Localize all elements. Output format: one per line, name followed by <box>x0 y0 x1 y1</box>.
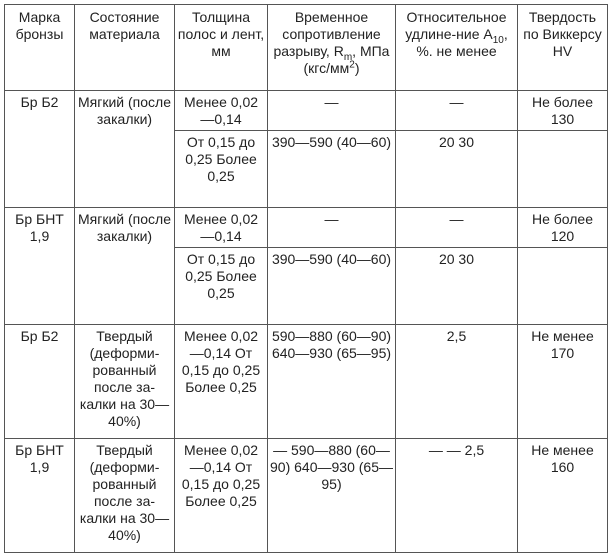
elongation-cell: — — 2,5 <box>396 439 518 553</box>
hardness-cell: Не менее 160 <box>518 439 608 553</box>
hardness-cell: Не менее 170 <box>518 325 608 439</box>
page <box>4 4 608 554</box>
strength-cell: — 590—880 (60—90) 640—930 (65—95) <box>268 439 396 553</box>
table-row <box>5 208 608 248</box>
hardness-cell-empty <box>518 248 608 325</box>
state-cell: Твердый (деформи-рованный после за-калки на 30—40%) <box>75 325 175 439</box>
strength-cell: 390—590 (40—60) <box>268 131 396 208</box>
header-strength-units: , МПа (кгс/мм <box>303 43 390 76</box>
hardness-cell: Не более 130 <box>518 91 608 131</box>
header-elongation-sub: 10 <box>492 34 504 46</box>
header-state: Состояние материала <box>75 5 175 91</box>
header-strength-sub: m <box>343 51 353 63</box>
table-row <box>5 439 608 553</box>
header-strength-sup: 2 <box>349 59 355 71</box>
thickness-cell: Менее 0,02—0,14 <box>175 91 268 131</box>
strength-cell: — <box>268 208 396 248</box>
header-elongation-end: , %. не менее <box>416 26 508 59</box>
elongation-cell: — <box>396 208 518 248</box>
hardness-cell: Не более 120 <box>518 208 608 248</box>
bronze-properties-table <box>4 4 608 553</box>
header-elongation <box>396 5 518 91</box>
thickness-cell: От 0,15 до 0,25 Более 0,25 <box>175 248 268 325</box>
strength-cell: 590—880 (60—90) 640—930 (65—95) <box>268 325 396 439</box>
elongation-cell: — <box>396 91 518 131</box>
hardness-cell-empty <box>518 131 608 208</box>
header-tensile-strength <box>268 5 396 91</box>
thickness-cell: Менее 0,02—0,14 От 0,15 до 0,25 Более 0,25 <box>175 325 268 439</box>
header-row <box>5 5 608 91</box>
strength-cell: 390—590 (40—60) <box>268 248 396 325</box>
grade-cell: Бр Б2 <box>5 325 75 439</box>
thickness-cell: Менее 0,02—0,14 От 0,15 до 0,25 Более 0,25 <box>175 439 268 553</box>
thickness-cell: От 0,15 до 0,25 Более 0,25 <box>175 131 268 208</box>
header-hardness: Твердость по Виккерсу HV <box>518 5 608 91</box>
header-strength-text: Временное сопротивление разрыву, R <box>273 9 381 59</box>
state-cell: Мягкий (после закалки) <box>75 208 175 325</box>
grade-cell: Бр БНТ 1,9 <box>5 439 75 553</box>
grade-cell: Бр БНТ 1,9 <box>5 208 75 325</box>
table-row <box>5 325 608 439</box>
state-cell: Мягкий (после закалки) <box>75 91 175 208</box>
grade-cell: Бр Б2 <box>5 91 75 208</box>
header-elongation-text: Относительное удлине-ние A <box>405 9 507 42</box>
table-row <box>5 91 608 131</box>
elongation-cell: 2,5 <box>396 325 518 439</box>
header-grade: Марка бронзы <box>5 5 75 91</box>
strength-cell: — <box>268 91 396 131</box>
elongation-cell: 20 30 <box>396 248 518 325</box>
elongation-cell: 20 30 <box>396 131 518 208</box>
thickness-cell: Менее 0,02—0,14 <box>175 208 268 248</box>
header-strength-end: ) <box>354 60 360 76</box>
state-cell: Твердый (деформи-рованный после за-калки на 30—40%) <box>75 439 175 553</box>
header-thickness: Толщина полос и лент, мм <box>175 5 268 91</box>
